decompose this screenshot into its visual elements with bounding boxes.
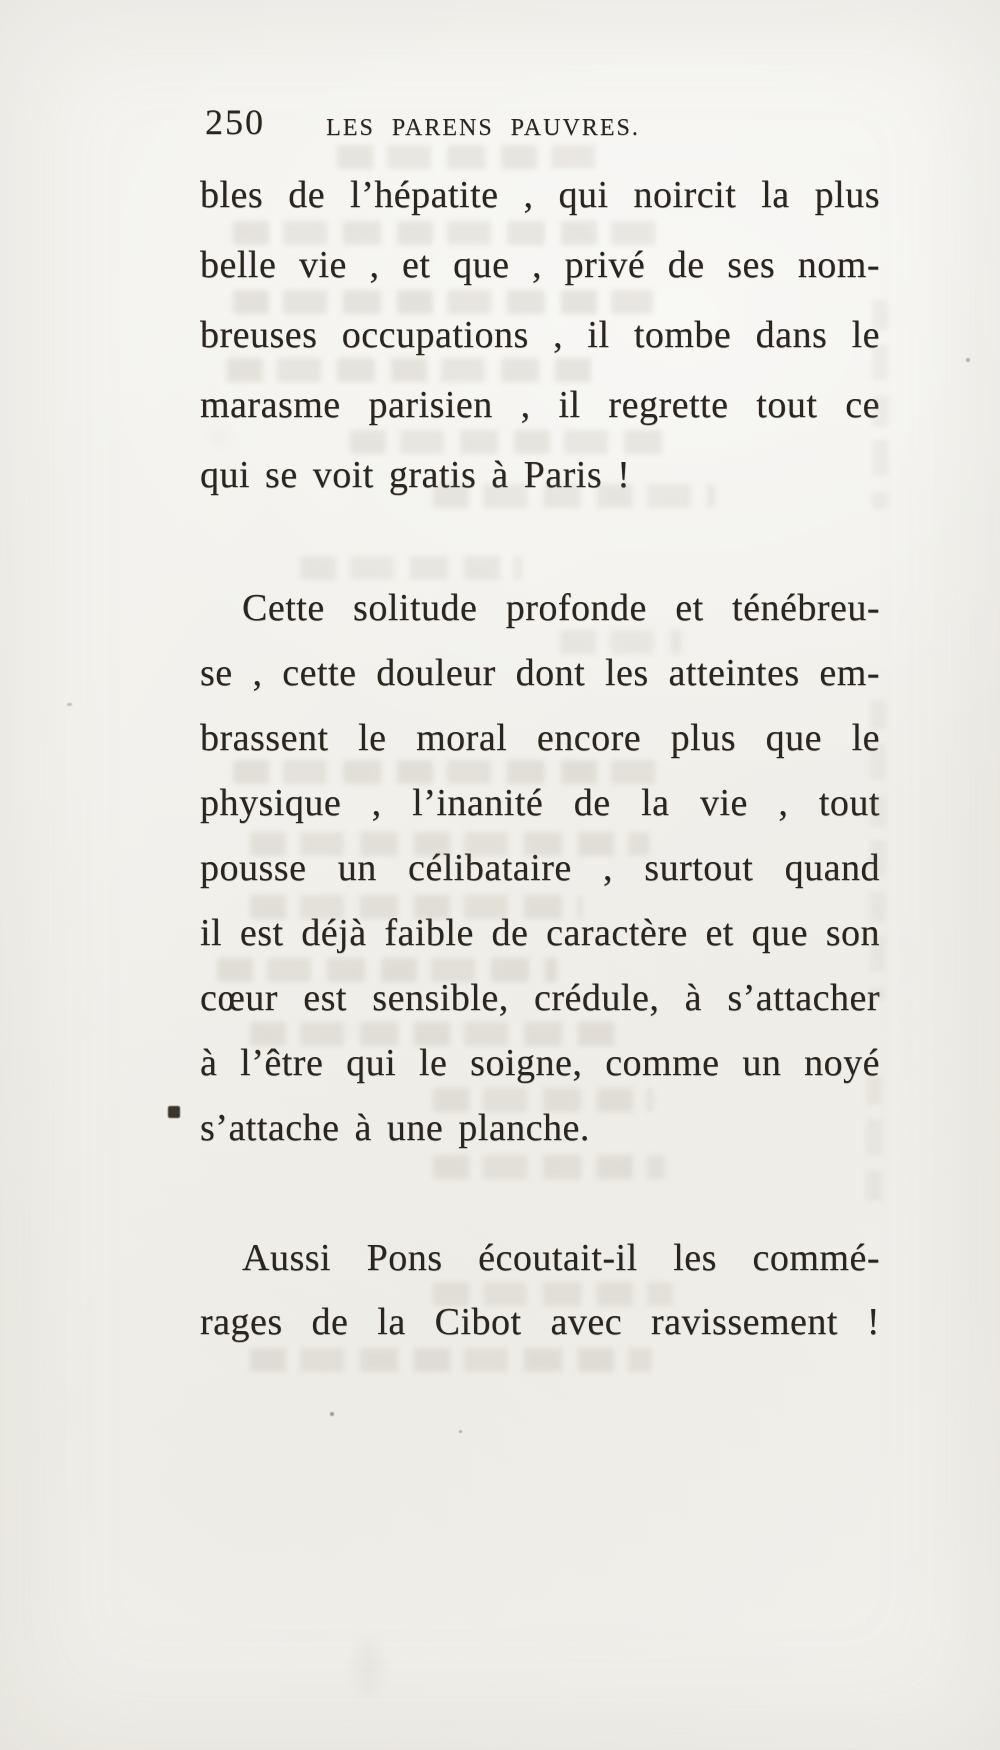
text-line: rages de la Cibot avec ravissement !: [200, 1301, 880, 1343]
text-line: s’attache à une planche.: [200, 1107, 590, 1149]
text-line: bles de l’hépatite , qui noircit la plus: [200, 174, 880, 216]
text-line: marasme parisien , il regrette tout ce: [200, 384, 880, 426]
text-line: il est déjà faible de caractère et que son: [200, 912, 880, 954]
running-title: LES PARENS PAUVRES.: [326, 115, 640, 141]
ink-blot: [168, 1106, 180, 1118]
paper-speck: [330, 1412, 334, 1416]
text-line: Aussi Pons écoutait-il les commé-: [242, 1237, 880, 1279]
text-line: belle vie , et que , privé de ses nom-: [200, 244, 880, 286]
paragraph: [200, 576, 880, 1161]
paper-smudge: [210, 430, 228, 444]
paper-speck: [966, 358, 970, 362]
text-line: cœur est sensible, crédule, à s’attacher: [200, 977, 880, 1019]
text-line: breuses occupations , il tombe dans le: [200, 314, 880, 356]
page-number: 250: [205, 102, 265, 142]
paragraph: [200, 1226, 880, 1354]
text-line: Cette solitude profonde et ténébreu-: [242, 587, 880, 629]
paragraph: [200, 160, 880, 510]
text-line: qui se voit gratis à Paris !: [200, 454, 631, 496]
text-line: se , cette douleur dont les atteintes em-: [200, 652, 880, 694]
text-line: pousse un célibataire , surtout quand: [200, 847, 880, 889]
text-line: physique , l’inanité de la vie , tout: [200, 782, 880, 824]
paper-smudge: [355, 1640, 381, 1696]
text-body: [200, 160, 880, 1354]
paper-speck: [459, 1430, 462, 1433]
text-line: à l’être qui le soigne, comme un noyé: [200, 1042, 880, 1084]
paper-speck: [67, 703, 72, 706]
text-line: brassent le moral encore plus que le: [200, 717, 880, 759]
